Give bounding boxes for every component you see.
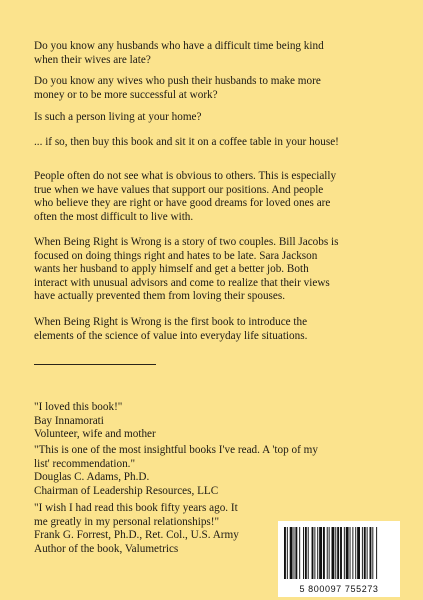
barcode-bar bbox=[308, 527, 309, 579]
question-husbands bbox=[34, 40, 394, 67]
testimonial-title: Author of the book, Valumetrics bbox=[34, 542, 179, 555]
testimonial bbox=[34, 444, 402, 498]
barcode-bar bbox=[323, 527, 325, 579]
text-line: Is such a person living at your home? bbox=[34, 111, 202, 123]
text-line: People often do not see what is obvious to others. This is especially bbox=[34, 170, 337, 182]
testimonial-name: Frank G. Forrest, Ph.D., Ret. Col., U.S. Army bbox=[34, 529, 239, 542]
barcode-bar bbox=[317, 527, 318, 579]
barcode-bar bbox=[312, 527, 314, 579]
barcode-bar bbox=[346, 527, 349, 579]
text-line: who believe they are right or have good dreams for loved ones are bbox=[34, 197, 331, 210]
text-line: When Being Right is Wrong is a story of two couples. Bill Jacobs is bbox=[34, 236, 339, 248]
barcode-bar bbox=[372, 527, 373, 579]
barcode-bar bbox=[305, 527, 307, 579]
testimonial-name: Douglas C. Adams, Ph.D. bbox=[34, 471, 150, 484]
barcode-bar bbox=[357, 527, 360, 579]
question-wives bbox=[34, 75, 394, 102]
description-paragraph bbox=[34, 316, 402, 343]
barcode-bar bbox=[329, 527, 330, 579]
barcode-bar bbox=[319, 527, 322, 579]
barcode-bar bbox=[299, 527, 300, 579]
text-line: when their wives are late? bbox=[34, 53, 151, 66]
testimonial-quote: list' recommendation." bbox=[34, 457, 136, 470]
barcode-bar bbox=[362, 527, 363, 579]
barcode-bar bbox=[335, 527, 336, 579]
testimonial-quote: "I loved this book!" bbox=[34, 401, 123, 413]
barcode-bar bbox=[314, 527, 315, 579]
testimonial-name: Bay Innamorati bbox=[34, 414, 104, 427]
text-line: money or to be more successful at work? bbox=[34, 88, 218, 101]
barcode-bar bbox=[367, 527, 368, 579]
barcode-digits: 5 800097 755273 bbox=[299, 584, 379, 594]
text-line: elements of the science of value into everyday life situations. bbox=[34, 329, 308, 342]
text-line: focused on doing things right and hates to be late. Sara Jackson bbox=[34, 249, 318, 262]
testimonial bbox=[34, 401, 394, 442]
text-line: have actually prevented them from loving their spouses. bbox=[34, 290, 286, 303]
barcode-bar bbox=[370, 527, 372, 579]
call-to-action bbox=[34, 136, 419, 150]
text-line: true when we have values that support our positions. And people bbox=[34, 183, 324, 196]
barcode-bar bbox=[337, 527, 339, 579]
text-line: ... if so, then buy this book and sit it on a coffee table in your house! bbox=[34, 136, 339, 148]
barcode-bar bbox=[327, 527, 328, 579]
barcode-bar bbox=[284, 527, 286, 579]
barcode-bar bbox=[340, 527, 342, 579]
barcode-bar bbox=[303, 527, 304, 579]
text-line: When Being Right is Wrong is the first book to introduce the bbox=[34, 316, 308, 328]
barcode-bars bbox=[284, 527, 394, 579]
barcode-bar bbox=[355, 527, 356, 579]
testimonial-title: Volunteer, wife and mother bbox=[34, 428, 156, 441]
text-line: Do you know any wives who push their husbands to make more bbox=[34, 75, 321, 87]
isbn-barcode bbox=[278, 521, 400, 597]
barcode-bar bbox=[344, 527, 345, 579]
barcode-bar bbox=[376, 527, 377, 579]
description-paragraph bbox=[34, 236, 402, 304]
barcode-bar bbox=[287, 527, 288, 579]
testimonial-quote: "I wish I had read this book fifty years ago. It bbox=[34, 502, 238, 514]
barcode-bar bbox=[290, 527, 293, 579]
text-line: often the most difficult to live with. bbox=[34, 210, 194, 223]
testimonial-title: Chairman of Leadership Resources, LLC bbox=[34, 484, 219, 497]
question-home bbox=[34, 111, 394, 125]
testimonial-quote: me greatly in my personal relationships!" bbox=[34, 515, 220, 528]
description-paragraph bbox=[34, 170, 402, 224]
testimonial-quote: "This is one of the most insightful books I've read. A 'top of my bbox=[34, 444, 318, 456]
barcode-bar bbox=[364, 527, 366, 579]
barcode-bar bbox=[350, 527, 351, 579]
text-line: Do you know any husbands who have a difficult time being kind bbox=[34, 40, 324, 52]
barcode-bar bbox=[295, 527, 297, 579]
barcode-bar bbox=[352, 527, 353, 579]
section-divider bbox=[34, 364, 156, 365]
barcode-bar bbox=[294, 527, 295, 579]
text-line: interact with unusual advisors and come to realize that their views bbox=[34, 276, 330, 289]
barcode-bar bbox=[332, 527, 335, 579]
text-line: wants her husband to apply himself and get a better job. Both bbox=[34, 263, 309, 276]
